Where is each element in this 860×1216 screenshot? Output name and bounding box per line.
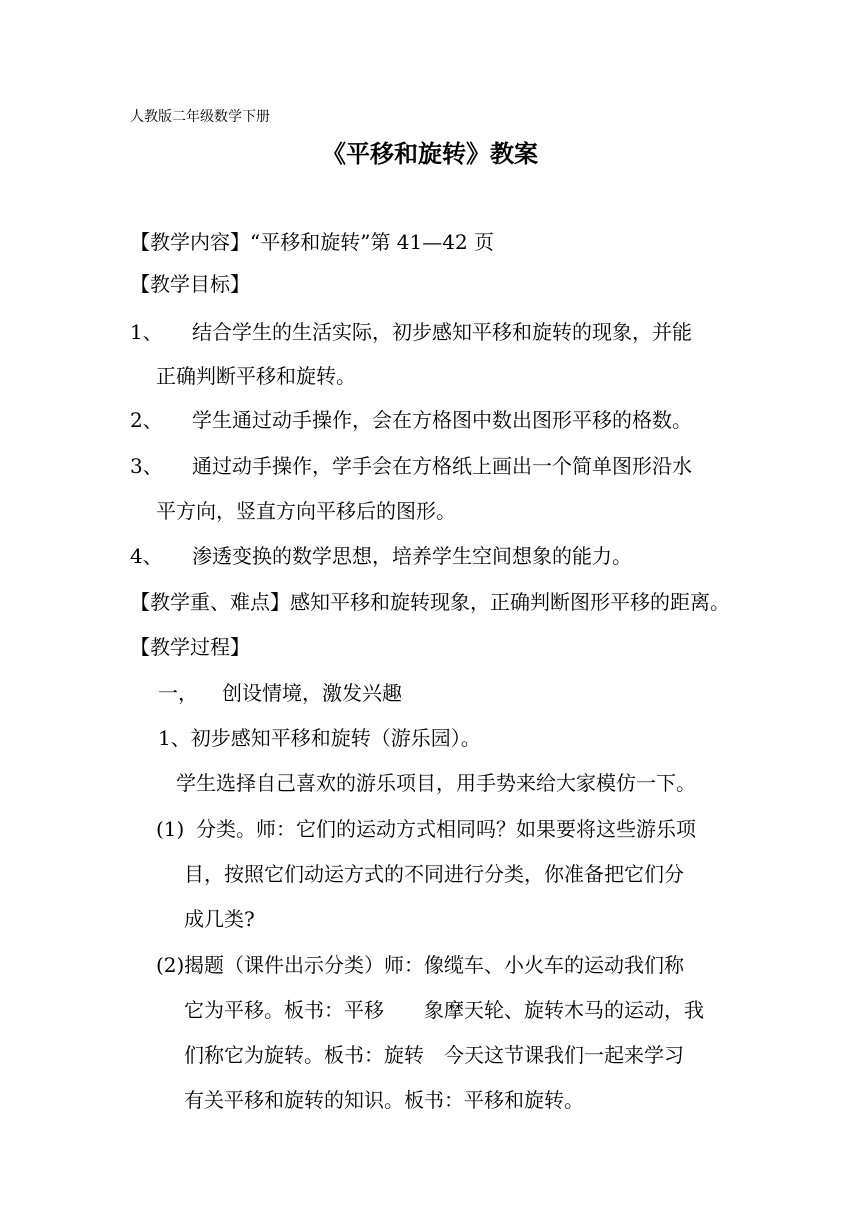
content-line (130, 228, 494, 256)
goal-item-3-number: 3、 (130, 454, 163, 478)
step-1-description: 学生选择自己喜欢的游乐项目，用手势来给大家模仿一下。 (176, 771, 696, 795)
item-1-line-1: 分类。师：它们的运动方式相同吗？如果要将这些游乐项 (196, 817, 696, 841)
goal-item-2-text: 学生通过动手操作，会在方格图中数出图形平移的格数。 (192, 408, 692, 432)
goal-item-1-text: 结合学生的生活实际，初步感知平移和旋转的现象，并能 (192, 320, 692, 344)
content-text: “平移和旋转”第 41—42 页 (250, 230, 495, 254)
section-1-title: 创设情境，激发兴趣 (222, 681, 402, 705)
goal-item-1-number: 1、 (130, 320, 163, 344)
key-points-label: 【教学重、难点】 (130, 590, 290, 614)
goal-item-4-text: 渗透变换的数学思想，培养学生空间想象的能力。 (192, 544, 632, 568)
item-2-line-3: 们称它为旋转。板书：旋转 今天这节课我们一起来学习 (184, 1043, 684, 1067)
item-2-number: (2) (156, 953, 185, 977)
item-1-number: (1) (156, 817, 185, 841)
step-1-title: 1、初步感知平移和旋转（游乐园）。 (158, 726, 481, 750)
item-1-line-3: 成几类? (184, 907, 255, 931)
document-title: 《平移和旋转》教案 (322, 139, 538, 168)
goal-item-3-continuation: 平方向，竖直方向平移后的图形。 (156, 499, 456, 523)
key-points-text: 感知平移和旋转现象，正确判断图形平移的距离。 (290, 590, 730, 614)
goal-item-2-number: 2、 (130, 408, 163, 432)
process-label: 【教学过程】 (130, 635, 250, 659)
key-points-line (130, 588, 730, 616)
item-2-line-4: 有关平移和旋转的知识。板书：平移和旋转。 (184, 1088, 584, 1112)
item-1-line-2: 目，按照它们动运方式的不同进行分类，你准备把它们分 (184, 862, 684, 886)
section-1-number: 一， (158, 681, 198, 705)
content-label: 【教学内容】 (130, 230, 250, 254)
goals-label: 【教学目标】 (130, 272, 250, 296)
goal-item-4-number: 4、 (130, 544, 163, 568)
goal-item-3-text: 通过动手操作，学手会在方格纸上画出一个简单图形沿水 (192, 454, 692, 478)
item-2-line-2: 它为平移。板书：平移 象摩天轮、旋转木马的运动，我 (184, 998, 704, 1022)
header-note: 人教版二年级数学下册 (130, 109, 270, 125)
item-2-line-1: 揭题（课件出示分类）师：像缆车、小火车的运动我们称 (184, 953, 684, 977)
goal-item-1-continuation: 正确判断平移和旋转。 (156, 364, 356, 388)
